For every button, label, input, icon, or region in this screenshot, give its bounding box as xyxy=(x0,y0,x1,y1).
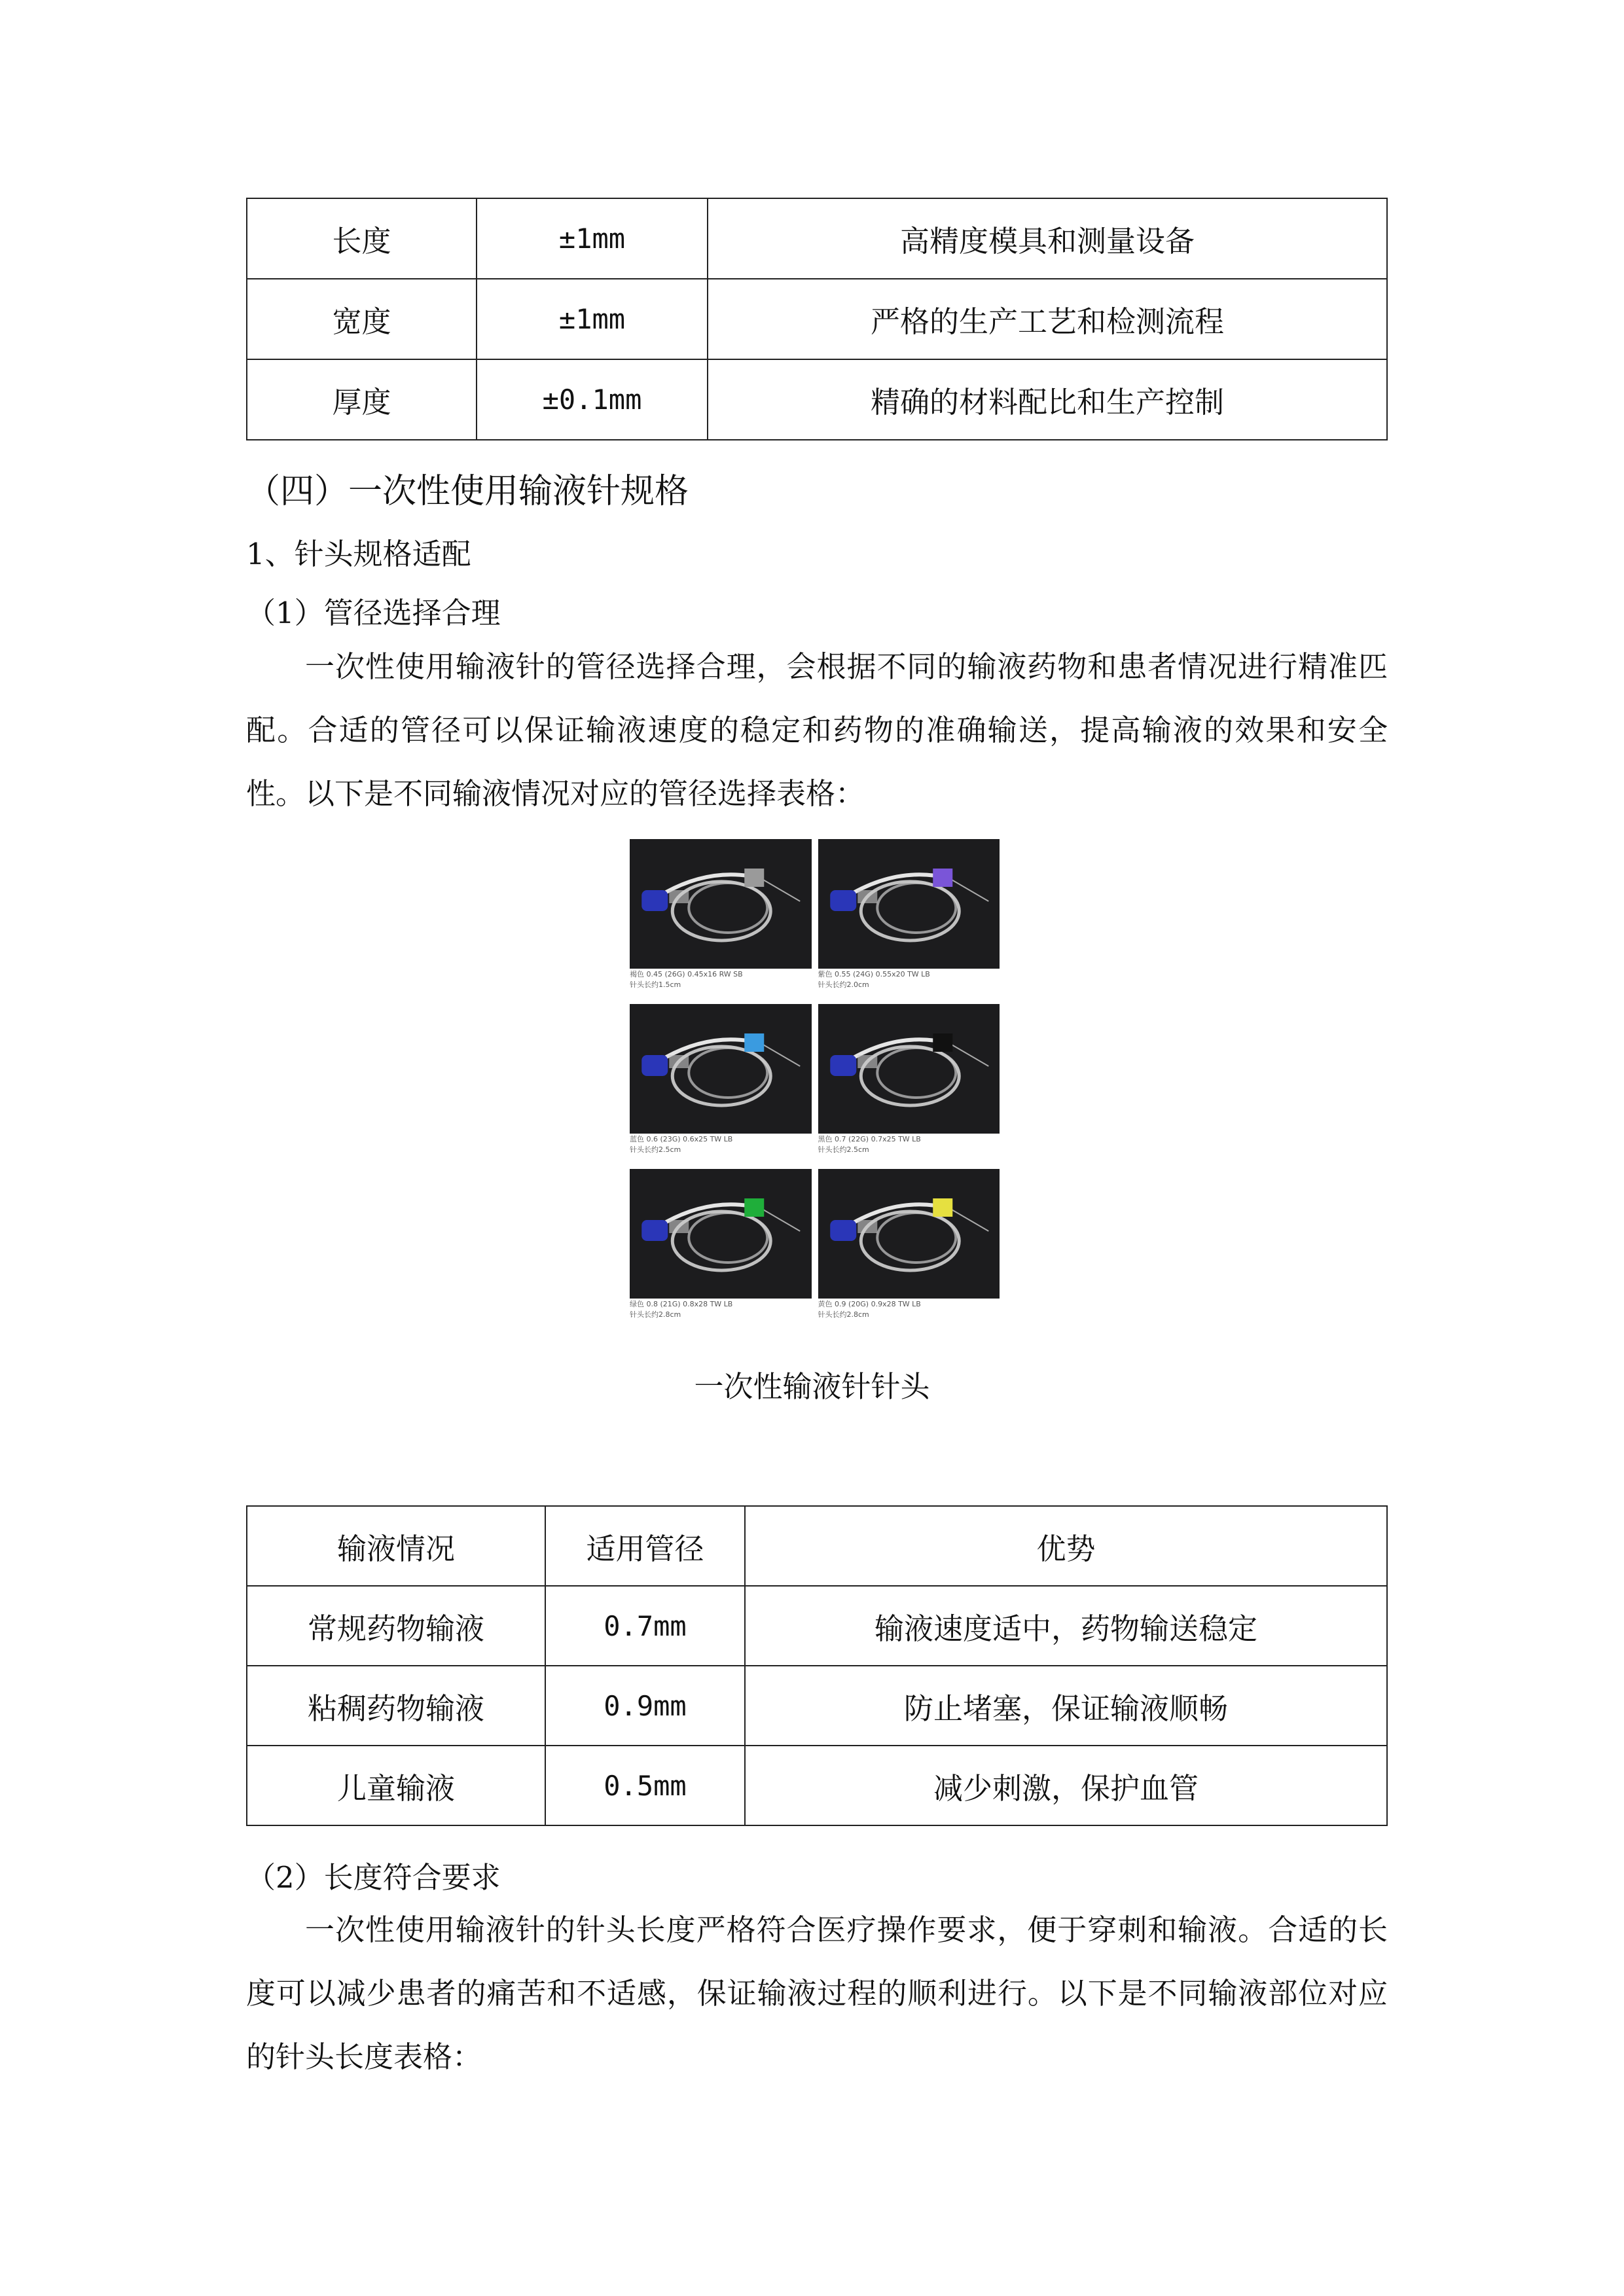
infusion-needle-illustration xyxy=(630,1169,812,1299)
needle-image xyxy=(630,1004,812,1134)
needle-image xyxy=(818,1169,1000,1299)
table-header-row xyxy=(247,1506,1387,1586)
needle-photo xyxy=(630,1169,812,1334)
table-cell: 高精度模具和测量设备 xyxy=(708,198,1387,279)
table-row xyxy=(247,1586,1387,1666)
needle-photo xyxy=(630,839,812,1004)
tolerance-table xyxy=(246,198,1388,440)
needle-photo xyxy=(818,1004,1000,1169)
table-cell: 常规药物输液 xyxy=(247,1586,545,1666)
infusion-needle-illustration xyxy=(630,1004,812,1134)
needle-photo xyxy=(818,839,1000,1004)
needle-photo-grid xyxy=(630,839,1000,1334)
infusion-needle-illustration xyxy=(630,839,812,969)
photo-caption-line: 蓝色 0.6 (23G) 0.6x25 TW LB xyxy=(630,1135,733,1143)
table-row xyxy=(247,279,1387,359)
needle-image xyxy=(818,839,1000,969)
table-row xyxy=(247,359,1387,440)
table-row xyxy=(247,1666,1387,1746)
infusion-needle-illustration xyxy=(818,839,1000,969)
table-cell: 严格的生产工艺和检测流程 xyxy=(708,279,1387,359)
table-cell: 输液速度适中，药物输送稳定 xyxy=(745,1586,1387,1666)
sub-heading: （1）管径选择合理 xyxy=(246,596,501,630)
table-cell: 精确的材料配比和生产控制 xyxy=(708,359,1387,440)
table-cell: ±0.1mm xyxy=(477,359,708,440)
photo-caption-line: 针头长约2.8cm xyxy=(818,1310,869,1319)
sub-heading: （2）长度符合要求 xyxy=(246,1860,501,1895)
photo-caption-line: 针头长约2.5cm xyxy=(630,1145,681,1154)
needle-photo xyxy=(630,1004,812,1169)
section-heading: （四）一次性使用输液针规格 xyxy=(246,472,689,511)
table-row xyxy=(247,1746,1387,1825)
photo-caption-line: 针头长约2.5cm xyxy=(818,1145,869,1154)
photo-caption-line: 紫色 0.55 (24G) 0.55x20 TW LB xyxy=(818,970,930,978)
infusion-needle-illustration xyxy=(818,1169,1000,1299)
photo-caption-line: 褐色 0.45 (26G) 0.45x16 RW SB xyxy=(630,970,743,978)
photo-caption-line: 针头长约1.5cm xyxy=(630,980,681,989)
table-row xyxy=(247,198,1387,279)
needle-image xyxy=(630,1169,812,1299)
paragraph: 一次性使用输液针的管径选择合理，会根据不同的输液药物和患者情况进行精准匹配。合适的管径可以保证输液速度的稳定和药物的准确输送，提高输液的效果和安全性。以下是不同输液情况对应的管径选择表格： xyxy=(246,649,1388,811)
photo-caption-line: 黑色 0.7 (22G) 0.7x25 TW LB xyxy=(818,1135,921,1143)
table-cell: 宽度 xyxy=(247,279,477,359)
photo-caption-line: 针头长约2.0cm xyxy=(818,980,869,989)
column-header: 适用管径 xyxy=(545,1506,745,1586)
table-cell: 减少刺激，保护血管 xyxy=(745,1746,1387,1825)
needle-image xyxy=(818,1004,1000,1134)
table-cell: 厚度 xyxy=(247,359,477,440)
needle-image xyxy=(630,839,812,969)
column-header: 优势 xyxy=(745,1506,1387,1586)
sub-heading: 1、针头规格适配 xyxy=(246,537,471,571)
table-cell: 长度 xyxy=(247,198,477,279)
table-cell: 粘稠药物输液 xyxy=(247,1666,545,1746)
photo-caption-line: 黄色 0.9 (20G) 0.9x28 TW LB xyxy=(818,1300,921,1308)
column-header: 输液情况 xyxy=(247,1506,545,1586)
needle-photo xyxy=(818,1169,1000,1334)
table-cell: 0.7mm xyxy=(545,1586,745,1666)
table-cell: ±1mm xyxy=(477,198,708,279)
table-cell: 防止堵塞，保证输液顺畅 xyxy=(745,1666,1387,1746)
tube-diameter-table xyxy=(246,1505,1388,1826)
table-cell: 儿童输液 xyxy=(247,1746,545,1825)
table-cell: 0.9mm xyxy=(545,1666,745,1746)
paragraph: 一次性使用输液针的针头长度严格符合医疗操作要求，便于穿刺和输液。合适的长度可以减少患者的痛苦和不适感，保证输液过程的顺利进行。以下是不同输液部位对应的针头长度表格： xyxy=(246,1912,1388,2074)
photo-caption-line: 绿色 0.8 (21G) 0.8x28 TW LB xyxy=(630,1300,733,1308)
table-cell: ±1mm xyxy=(477,279,708,359)
infusion-needle-illustration xyxy=(818,1004,1000,1134)
photo-caption-line: 针头长约2.8cm xyxy=(630,1310,681,1319)
table-cell: 0.5mm xyxy=(545,1746,745,1825)
figure-caption: 一次性输液针针头 xyxy=(694,1369,930,1404)
